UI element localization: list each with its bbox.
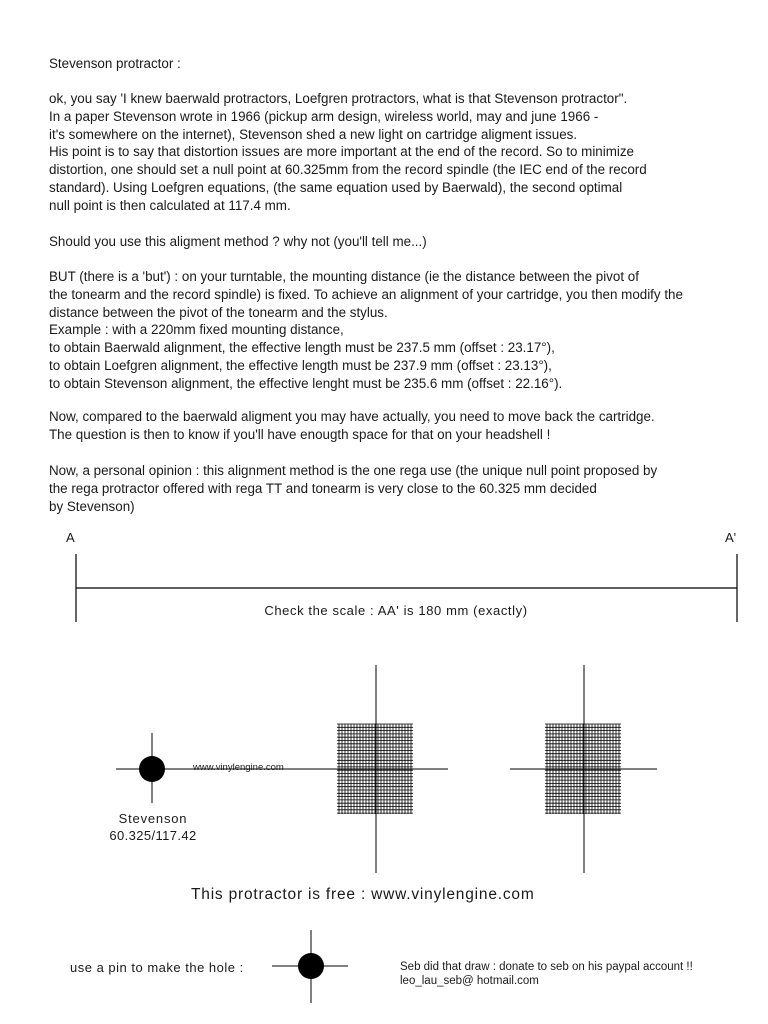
protractor-name: Stevenson xyxy=(118,811,188,826)
pin-instruction: use a pin to make the hole : xyxy=(70,960,244,975)
text-line: by Stevenson) xyxy=(49,498,135,514)
text-line: BUT (there is a 'but') : on your turntable, the mounting distance (ie the distance between the pivot of xyxy=(49,269,639,284)
null-point-values: 60.325/117.42 xyxy=(109,828,197,843)
pin-hole-target xyxy=(272,930,348,1003)
website-label: www.vinylengine.com xyxy=(193,762,284,773)
credit-line: Seb did that draw : donate to seb on his paypal account !! xyxy=(400,961,693,973)
pivot-dot xyxy=(139,756,165,782)
credit-email: leo_lau_seb@ hotmail.com xyxy=(400,975,539,987)
text-line: standard). Using Loefgren equations, (the same equation used by Baerwald), the second optimal xyxy=(49,179,623,195)
page-title: Stevenson protractor : xyxy=(49,56,181,71)
text-line: to obtain Stevenson alignment, the effective lenght must be 235.6 mm (offset : 22.16°). xyxy=(49,375,563,391)
free-protractor-notice: This protractor is free : www.vinylengine.com xyxy=(191,886,535,903)
scale-label-a-prime: A' xyxy=(725,530,737,545)
text-line: null point is then calculated at 117.4 mm. xyxy=(49,197,291,213)
text-line: the rega protractor offered with rega TT and tonearm is very close to the 60.325 mm decided xyxy=(49,480,597,496)
text-line: to obtain Loefgren alignment, the effective length must be 237.9 mm (offset : 23.13°), xyxy=(49,357,552,373)
text-line: Now, a personal opinion : this alignment method is the one rega use (the unique null point proposed by xyxy=(49,463,658,478)
text-line: it's somewhere on the internet), Stevenson shed a new light on cartridge aligment issues. xyxy=(49,126,578,142)
text-line: His point is to say that distortion issues are more important at the end of the record. So to minimize xyxy=(49,144,634,160)
null-point-grid-inner xyxy=(302,665,448,873)
text-line: the tonearm and the record spindle) is fixed. To achieve an alignment of your cartridge, you then modify the xyxy=(49,286,683,302)
text-line: Should you use this aligment method ? why not (you'll tell me...) xyxy=(49,234,427,249)
text-line: The question is then to know if you'll have enougth space for that on your headshell ! xyxy=(49,426,551,442)
text-line: distance between the pivot of the tonearm and the stylus. xyxy=(49,304,388,320)
null-point-grid-outer xyxy=(510,665,657,873)
text-line: Now, compared to the baerwald aligment you may have actually, you need to move back the cartridge. xyxy=(49,409,655,424)
scale-label-a: A xyxy=(66,530,75,545)
pin-dot xyxy=(298,953,324,979)
text-line: to obtain Baerwald alignment, the effective length must be 237.5 mm (offset : 23.17°), xyxy=(49,340,555,356)
credit-note xyxy=(400,960,693,988)
text-line: ok, you say 'I knew baerwald protractors, Loefgren protractors, what is that Stevenson protractor". xyxy=(49,91,628,106)
scale-caption: Check the scale : AA' is 180 mm (exactly) xyxy=(264,603,528,618)
text-line: In a paper Stevenson wrote in 1966 (pickup arm design, wireless world, may and june 1966 - xyxy=(49,108,599,124)
text-line: distortion, one should set a null point at 60.325mm from the record spindle (the IEC end of the record xyxy=(49,162,647,178)
text-line: Example : with a 220mm fixed mounting distance, xyxy=(49,322,344,338)
